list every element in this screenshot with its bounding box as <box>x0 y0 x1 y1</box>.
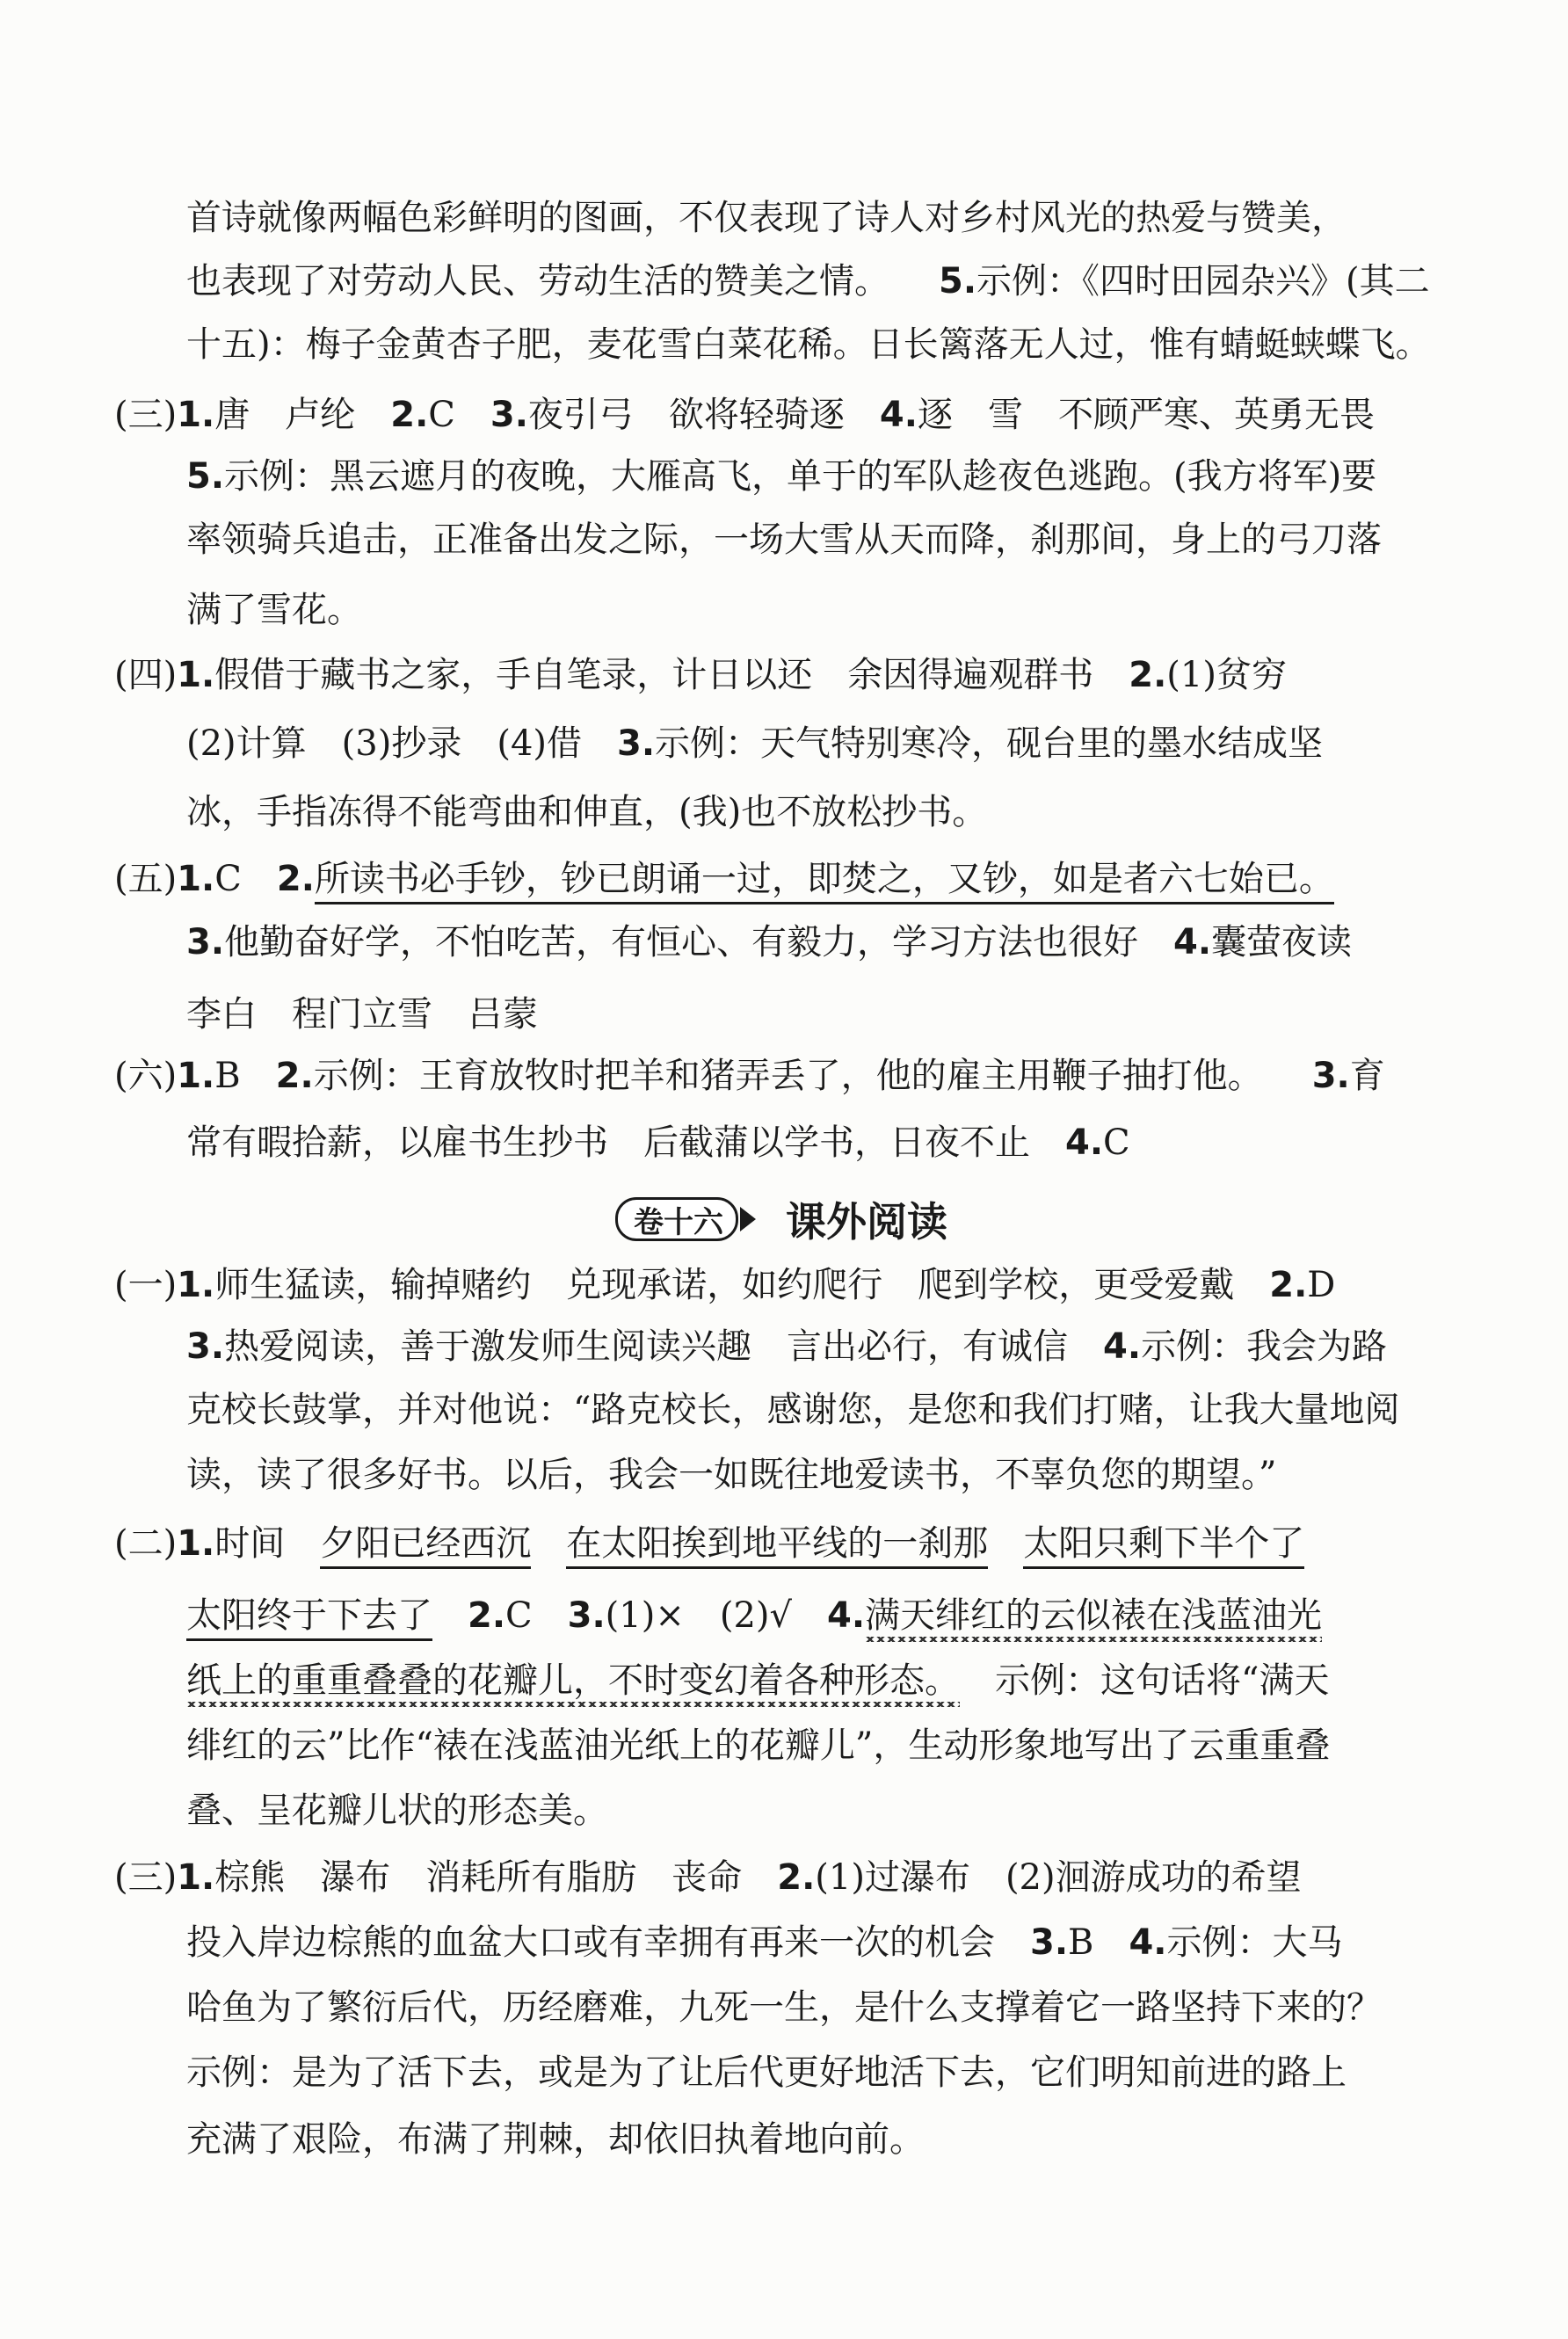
answer: 哈鱼为了繁衍后代，历经磨难，九死一生，是什么支撑着它一路坚持下来的？ <box>186 1987 1382 2028</box>
answer-line <box>186 1725 1331 1766</box>
volume-badge-label: 卷十六 <box>634 1204 723 1240</box>
answer: (2)√ <box>719 1595 793 1636</box>
answer-line <box>186 994 538 1035</box>
answer: 示例：黑云遮月的夜晚，大雁高飞，单于的军队趁夜色逃跑。(我方将军)要 <box>224 456 1377 497</box>
answer-line <box>114 1056 1385 1096</box>
answer: 唐 <box>214 395 250 435</box>
underlined-answer: 夕阳已经西沉 <box>320 1526 531 1569</box>
text-line <box>186 261 1430 301</box>
answer: 冰，手指冻得不能弯曲和伸直，(我)也不放松抄书。 <box>186 792 988 832</box>
question-number: 3. <box>617 723 656 764</box>
answer: 克校长鼓掌，并对他说：“路克校长，感谢您，是您和我们打赌，让我大量地阅 <box>186 1390 1400 1430</box>
answer: 绯红的云”比作“裱在浅蓝油光纸上的花瓣儿”，生动形象地写出了云重重叠 <box>186 1725 1331 1766</box>
section-label: (二) <box>114 1523 178 1564</box>
underlined-answer: 太阳终于下去了 <box>186 1598 432 1641</box>
section-label: (三) <box>114 395 178 435</box>
answer: (1)贫穷 <box>1166 655 1287 695</box>
question-number: 2. <box>275 1056 314 1096</box>
section-label: (五) <box>114 859 178 899</box>
answer-line <box>186 519 1382 560</box>
answer-line <box>186 1660 1330 1707</box>
question-number: 3. <box>186 922 225 962</box>
answer: 读，读了很多好书。以后，我会一如既往地爱读书，不辜负您的期望。” <box>186 1455 1277 1495</box>
answer-line <box>114 395 1375 435</box>
question-number: 1. <box>177 859 215 899</box>
answer: 示例：是为了活下去，或是为了让后代更好地活下去，它们明知前进的路上 <box>186 2052 1347 2093</box>
answer: 投入岸边棕熊的血盆大口或有幸拥有再来一次的机会 <box>186 1922 995 1963</box>
answer: (2)洄游成功的希望 <box>1005 1857 1302 1898</box>
answer: 夜引弓 <box>527 395 634 435</box>
question-number: 2. <box>276 859 315 899</box>
answer: B <box>214 1056 241 1096</box>
answer: 叠、呈花瓣儿状的形态美。 <box>186 1791 608 1831</box>
section-title: 课外阅读 <box>786 1198 947 1246</box>
answer: 爬到学校，更受爱戴 <box>918 1265 1235 1305</box>
answer: C <box>505 1595 533 1636</box>
answer-line <box>186 2052 1347 2093</box>
answer-line <box>186 1595 1323 1642</box>
answer-line <box>186 1326 1388 1367</box>
answer: (4)借 <box>497 723 583 764</box>
answer: 言出必行，有诚信 <box>787 1326 1069 1367</box>
answer: (2)计算 <box>186 723 307 764</box>
answer: 充满了艰险，布满了荆棘，却依旧执着地向前。 <box>186 2119 925 2160</box>
question-number: 4. <box>879 395 918 435</box>
answer-line <box>114 1857 1302 1898</box>
question-number: 1. <box>177 1265 215 1305</box>
answer-line <box>186 1390 1400 1430</box>
answer: 丧命 <box>671 1857 743 1898</box>
answer: B <box>1068 1922 1094 1963</box>
answer: 不顾严寒、英勇无畏 <box>1057 395 1375 435</box>
question-number: 1. <box>177 395 215 435</box>
text: 示例：《四时田园杂兴》(其二 <box>976 261 1430 301</box>
section-label: (六) <box>114 1056 178 1096</box>
answer-line <box>186 1791 608 1831</box>
question-number: 4. <box>827 1595 866 1636</box>
answer: 后截蒲以学书，日夜不止 <box>643 1122 1030 1163</box>
answer: 卢纶 <box>285 395 356 435</box>
section-heading <box>615 1188 947 1250</box>
question-number: 3. <box>490 395 528 435</box>
answer: 兑现承诺，如约爬行 <box>566 1265 883 1305</box>
text: 十五)：梅子金黄杏子肥，麦花雪白菜花稀。日长篱落无人过，惟有蜻蜓蛱蝶飞。 <box>186 324 1431 365</box>
answer: 吕蒙 <box>468 994 538 1035</box>
section-label: (三) <box>114 1857 178 1898</box>
question-number: 2. <box>1129 655 1167 695</box>
answer-line <box>186 792 988 832</box>
question-number: 4. <box>1173 922 1212 962</box>
question-number: 4. <box>1129 1922 1167 1963</box>
answer: C <box>428 395 455 435</box>
question-number: 5. <box>186 456 225 497</box>
question-number: 1. <box>177 1857 215 1898</box>
text-line <box>186 324 1431 365</box>
arrow-icon <box>740 1207 756 1231</box>
answer: 热爱阅读，善于激发师生阅读兴趣 <box>224 1326 752 1367</box>
answer: 棕熊 <box>214 1857 286 1898</box>
answer: 示例：王育放牧时把羊和猪弄丢了，他的雇主用鞭子抽打他。 <box>313 1056 1263 1096</box>
answer: (1)过瀑布 <box>815 1857 970 1898</box>
answer-line <box>186 1122 1130 1163</box>
answer: 示例：这句话将“满天 <box>995 1660 1330 1701</box>
volume-badge <box>615 1197 738 1241</box>
answer-line <box>186 592 362 628</box>
text-line <box>186 200 1347 236</box>
answer: 假借于藏书之家，手自笔录，计日以还 <box>214 655 813 695</box>
answer: 育 <box>1349 1056 1385 1096</box>
answer-line <box>114 1523 1305 1569</box>
answer-line <box>186 723 1324 764</box>
question-number: 2. <box>390 395 429 435</box>
answer: 满了雪花。 <box>186 590 362 630</box>
answer-line <box>186 1922 1343 1963</box>
answer: D <box>1307 1265 1336 1305</box>
answer: C <box>214 859 242 899</box>
answer: 欲将轻骑逐 <box>668 395 845 435</box>
underlined-answer: 在太阳挨到地平线的一刹那 <box>566 1526 988 1569</box>
answer: 示例：天气特别寒冷，砚台里的墨水结成坚 <box>655 723 1324 764</box>
underlined-answer: 所读书必手钞，钞已朗诵一过，即焚之，又钞，如是者六七始已。 <box>315 861 1334 904</box>
wavy-underlined-answer: 纸上的重重叠叠的花瓣儿，不时变幻着各种形态。 <box>186 1663 960 1707</box>
text: 首诗就像两幅色彩鲜明的图画，不仅表现了诗人对乡村风光的热爱与赞美， <box>186 198 1347 238</box>
question-number: 3. <box>1030 1922 1069 1963</box>
answer: 李白 <box>186 994 257 1035</box>
question-number: 4. <box>1065 1122 1104 1163</box>
answer-line <box>114 657 1287 693</box>
answer: 他勤奋好学，不怕吃苦，有恒心、有毅力，学习方法也很好 <box>224 922 1139 962</box>
question-number: 1. <box>177 1523 215 1564</box>
answer: 程门立雪 <box>292 994 432 1035</box>
answer: 余因得遍观群书 <box>847 655 1094 695</box>
answer: 师生猛读，输掉赌约 <box>214 1265 532 1305</box>
question-number: 2. <box>1269 1265 1308 1305</box>
question-number: 3. <box>186 1326 225 1367</box>
question-number: 1. <box>177 655 215 695</box>
text: 也表现了对劳动人民、劳动生活的赞美之情。 <box>186 261 889 301</box>
answer: 示例：我会为路 <box>1141 1326 1388 1367</box>
answer-line <box>186 1457 1276 1493</box>
answer: C <box>1103 1122 1130 1163</box>
section-label: (四) <box>114 655 178 695</box>
question-number: 3. <box>1311 1056 1350 1096</box>
answer: 消耗所有脂肪 <box>425 1857 637 1898</box>
answer-line <box>114 1265 1336 1305</box>
wavy-underlined-answer: 满天绯红的云似裱在浅蓝油光 <box>865 1598 1322 1642</box>
answer: 率领骑兵追击，正准备出发之际，一场大雪从天而降，刹那间，身上的弓刀落 <box>186 519 1382 560</box>
question-number: 3. <box>567 1595 606 1636</box>
answer: 常有暇拾薪，以雇书生抄书 <box>186 1122 608 1163</box>
answer: 瀑布 <box>320 1857 391 1898</box>
answer: 时间 <box>214 1523 286 1564</box>
section-label: (一) <box>114 1265 178 1305</box>
answer-line <box>186 456 1377 497</box>
answer: 示例：大马 <box>1166 1922 1343 1963</box>
answer: 雪 <box>987 395 1023 435</box>
question-number: 4. <box>1103 1326 1142 1367</box>
answer: 逐 <box>917 395 953 435</box>
question-number: 2. <box>468 1595 506 1636</box>
answer-line <box>186 922 1353 962</box>
answer-line <box>186 1987 1382 2028</box>
answer-line <box>186 2119 925 2160</box>
answer: (3)抄录 <box>341 723 462 764</box>
question-number: 1. <box>177 1056 215 1096</box>
question-number: 5. <box>939 261 977 301</box>
underlined-answer: 太阳只剩下半个了 <box>1023 1526 1304 1569</box>
answer: (1)× <box>605 1595 685 1636</box>
question-number: 2. <box>777 1857 816 1898</box>
answer: 囊萤夜读 <box>1211 922 1353 962</box>
answer-line <box>114 861 1334 904</box>
